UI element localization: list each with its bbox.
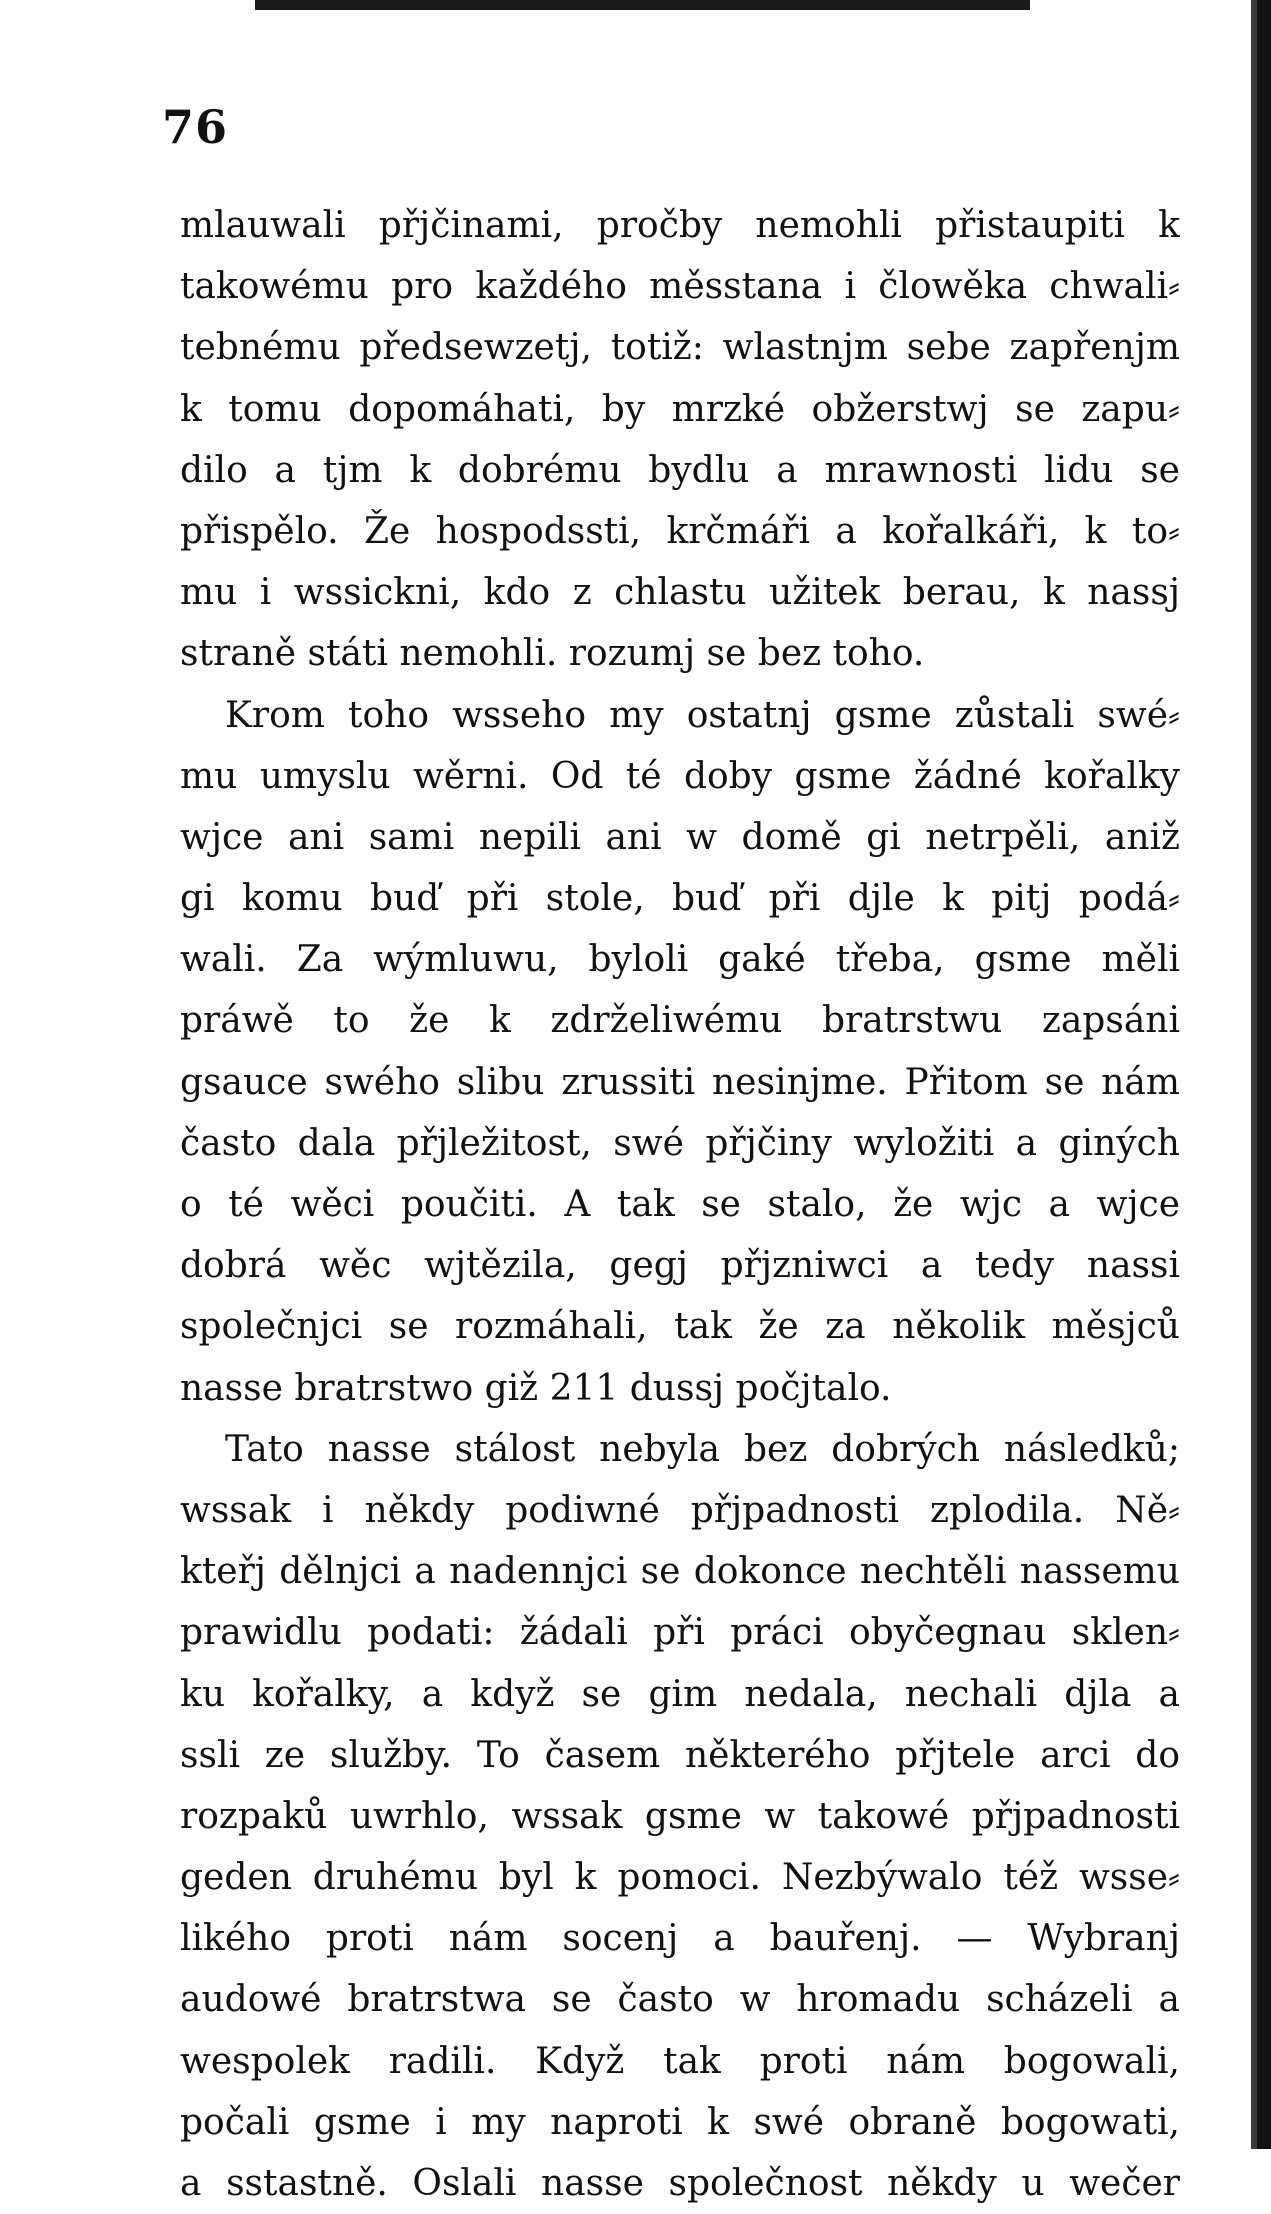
text-line: wespolek radili. Když tak proti nám bogowali,: [180, 2040, 1180, 2082]
text-line: gsauce swého slibu zrussiti nesinjme. Přitom se nám: [180, 1061, 1180, 1103]
text-line: práwě to že k zdrželiwému bratrstwu zapsáni: [180, 1000, 1180, 1042]
text-line: Krom toho wsseho my ostatnj gsme zůstali swé⸗: [225, 694, 1180, 736]
text-line: takowému pro každého měsstana i člowěka chwali⸗: [180, 266, 1180, 308]
text-line: tebnému předsewzetj, totiž: wlastnjm sebe zapřenjm: [180, 327, 1180, 369]
body-text: [180, 195, 1180, 2214]
scan-top-shadow: [255, 0, 1030, 10]
text-line: mlauwali přjčinami, pročby nemohli přistaupiti k: [180, 205, 1180, 246]
page-number: 76: [162, 100, 229, 154]
book-page: [150, 90, 1190, 2204]
text-line: wssak i někdy podiwné přjpadnosti zplodila. Ně⸗: [180, 1489, 1180, 1531]
text-line: dobrá wěc wjtězila, gegj přjzniwci a tedy nassi: [180, 1245, 1180, 1287]
text-line: prawidlu podati: žádali při práci obyčegnau sklen⸗: [180, 1612, 1180, 1654]
text-line: mu i wssickni, kdo z chlastu užitek berau, k nassj: [180, 572, 1180, 614]
text-line: Tato nasse stálost nebyla bez dobrých následků;: [225, 1428, 1180, 1470]
text-line: ssli ze služby. To časem některého přjtele arci do: [180, 1734, 1180, 1776]
text-line: nasse bratrstwo giž 211 dussj počjtalo.: [180, 1367, 892, 1409]
text-line: audowé bratrstwa se často w hromadu scházeli a: [180, 1979, 1180, 2021]
text-line: wjce ani sami nepili ani w domě gi netrpěli, aniž: [180, 816, 1180, 858]
text-line: straně státi nemohli. rozumj se bez toho.: [180, 633, 925, 675]
text-line: wali. Za wýmluwu, byloli gaké třeba, gsme měli: [180, 939, 1180, 981]
text-line: počali gsme i my naproti k swé obraně bogowati,: [180, 2101, 1180, 2143]
text-line: často dala přjležitost, swé přjčiny wyložiti a giných: [180, 1122, 1180, 1164]
text-line: kteřj dělnjci a nadennjci se dokonce nechtěli nassemu: [180, 1551, 1180, 1593]
text-line: rozpaků uwrhlo, wssak gsme w takowé přjpadnosti: [180, 1795, 1180, 1837]
text-line: ku kořalky, a když se gim nedala, nechali djla a: [180, 1673, 1180, 1715]
scan-right-edge: [1257, 0, 1271, 2149]
text-line: o té wěci poučiti. A tak se stalo, že wjc a wjce: [180, 1184, 1180, 1225]
text-line: společnjci se rozmáhali, tak že za několik měsjců: [180, 1306, 1180, 1348]
text-line: geden druhému byl k pomoci. Nezbýwalo též wsse⸗: [180, 1857, 1180, 1899]
text-line: dilo a tjm k dobrému bydlu a mrawnosti lidu se: [180, 449, 1180, 491]
text-line: likého proti nám socenj a bauřenj. — Wybranj: [180, 1918, 1180, 1960]
text-line: gi komu buď při stole, buď při djle k pitj podá⸗: [180, 878, 1180, 920]
text-line: a sstastně. Oslali nasse společnost někdy u wečer: [180, 2163, 1180, 2204]
text-line: přispělo. Že hospodssti, krčmáři a kořalkáři, k to⸗: [180, 510, 1180, 552]
text-line: k tomu dopomáhati, by mrzké obžerstwj se zapu⸗: [180, 388, 1180, 430]
text-line: mu umyslu wěrni. Od té doby gsme žádné kořalky: [180, 755, 1180, 797]
